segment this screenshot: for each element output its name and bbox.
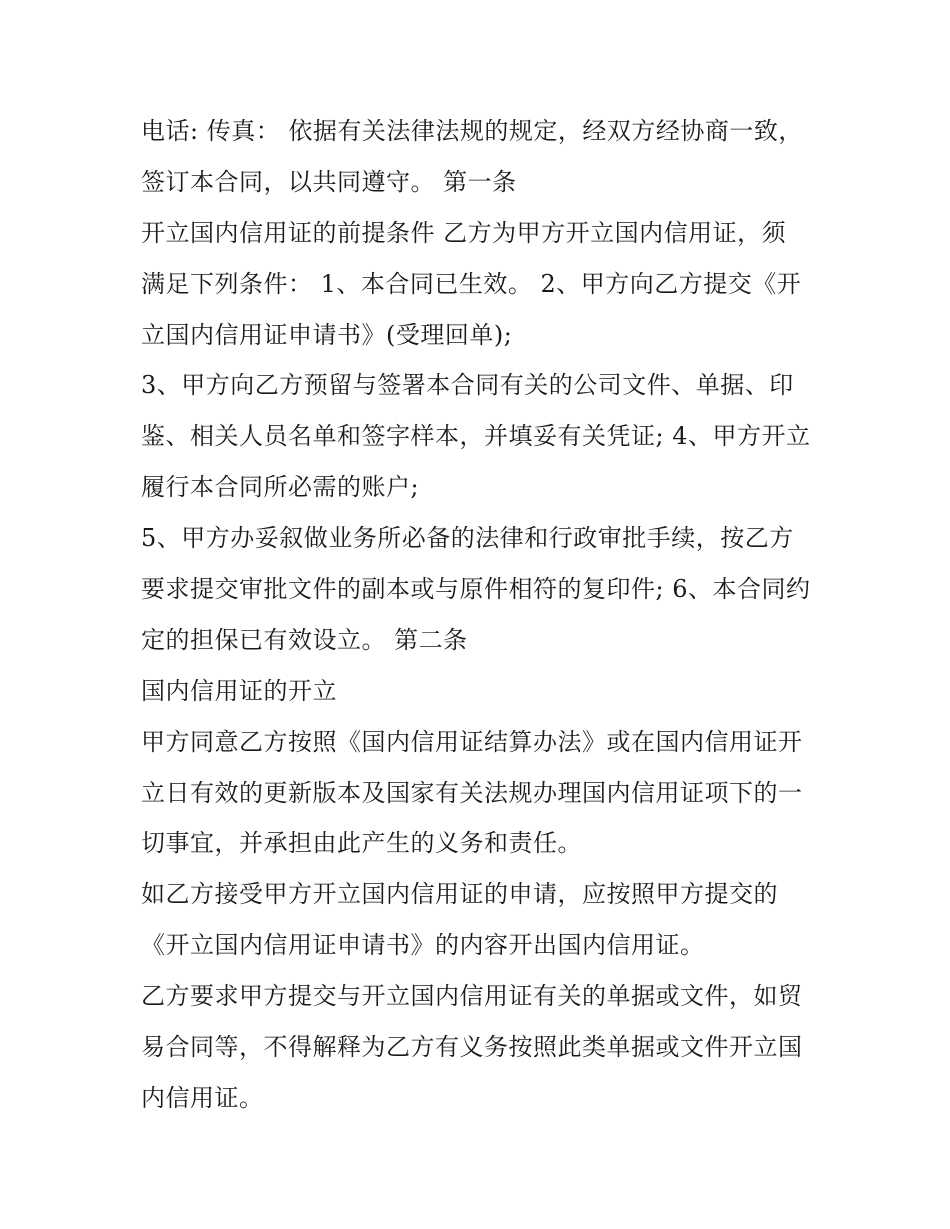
text-line: 签订本合同，以共同遵守。 第一条 — [141, 167, 517, 196]
text-line: 如乙方接受甲方开立国内信用证的申请，应按照甲方提交的 — [141, 880, 778, 909]
text-line: 5、甲方办妥叙做业务所必备的法律和行政审批手续，按乙方 — [141, 524, 794, 553]
text-line: 甲方同意乙方按照《国内信用证结算办法》或在国内信用证开 — [141, 727, 803, 756]
text-line: 内信用证。 — [141, 1083, 264, 1112]
document-body — [141, 106, 821, 1124]
text-line: 国内信用证的开立 — [141, 676, 337, 705]
text-line: 乙方要求甲方提交与开立国内信用证有关的单据或文件，如贸 — [141, 982, 803, 1011]
text-line: 满足下列条件： 1、本合同已生效。 2、甲方向乙方提交《开 — [141, 269, 802, 298]
text-line: 立国内信用证申请书》(受理回单); — [141, 320, 513, 349]
text-line: 定的担保已有效设立。 第二条 — [141, 625, 468, 654]
text-line: 履行本合同所必需的账户; — [141, 473, 420, 502]
text-line: 《开立国内信用证申请书》的内容开出国内信用证。 — [141, 931, 705, 960]
text-line: 鉴、相关人员名单和签字样本，并填妥有关凭证; 4、甲方开立 — [141, 422, 811, 451]
text-line: 切事宜，并承担由此产生的义务和责任。 — [141, 829, 582, 858]
text-line: 易合同等，不得解释为乙方有义务按照此类单据或文件开立国 — [141, 1033, 803, 1062]
text-line: 立日有效的更新版本及国家有关法规办理国内信用证项下的一 — [141, 778, 803, 807]
text-line: 开立国内信用证的前提条件 乙方为甲方开立国内信用证，须 — [141, 218, 787, 247]
text-line: 3、甲方向乙方预留与签署本合同有关的公司文件、单据、印 — [141, 371, 794, 400]
text-line: 电话: 传真： 依据有关法律法规的规定，经双方经协商一致， — [141, 117, 803, 145]
text-line: 要求提交审批文件的副本或与原件相符的复印件; 6、本合同约 — [141, 575, 811, 604]
